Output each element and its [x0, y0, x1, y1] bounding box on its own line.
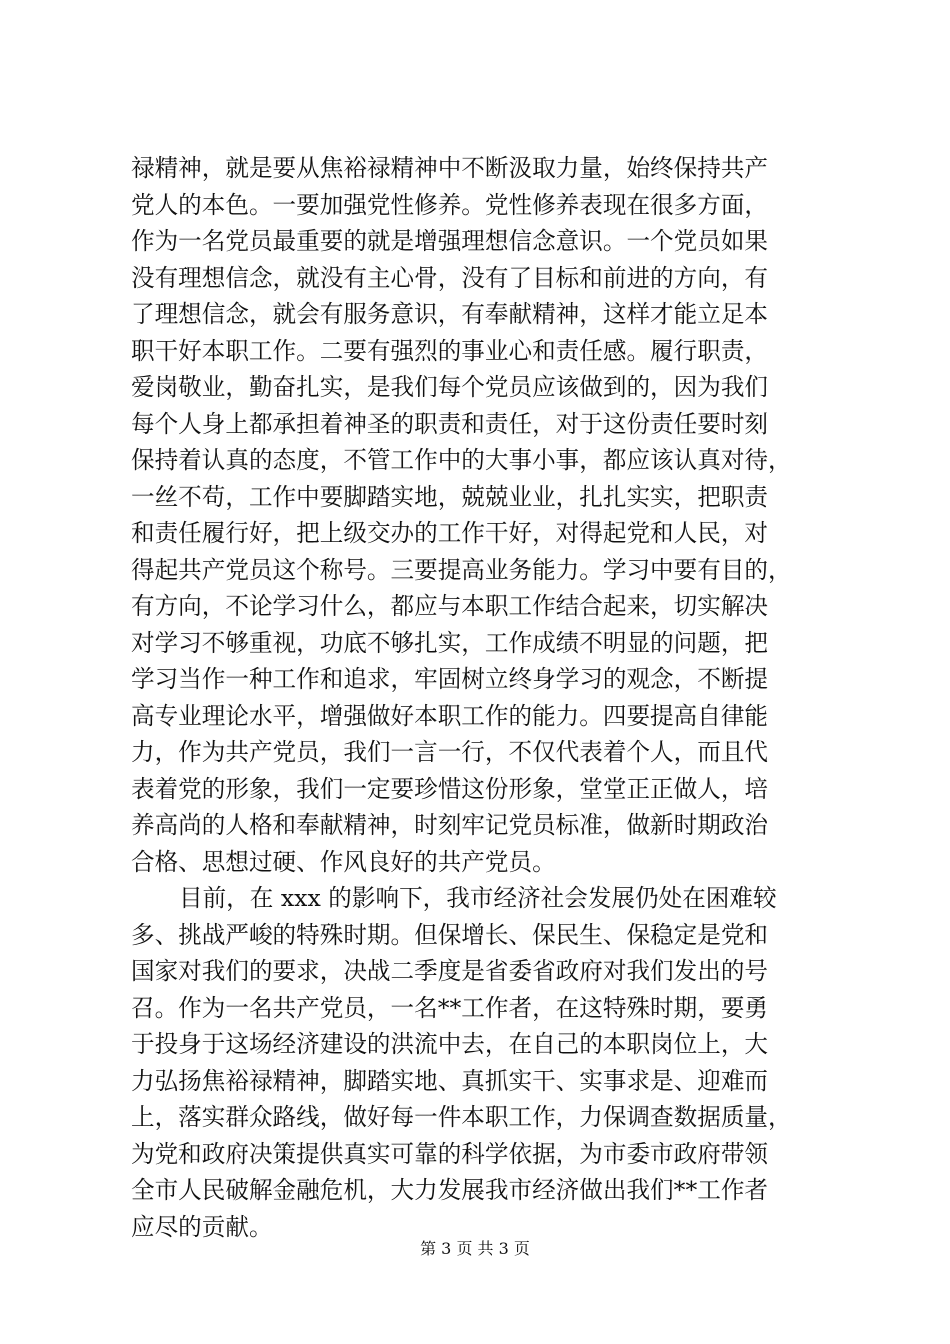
text-line: 党人的本色。一要加强党性修养。党性修养表现在很多方面， — [131, 190, 769, 219]
text-line: 作为一名党员最重要的就是增强理想信念意识。一个党员如果 — [131, 227, 769, 255]
text-line: 每个人身上都承担着神圣的职责和责任，对于这份责任要时刻 — [131, 409, 769, 438]
text-line: 合格、思想过硬、作风良好的共产党员。 — [131, 847, 556, 876]
text-line: 职干好本职工作。二要有强烈的事业心和责任感。履行职责， — [131, 336, 769, 365]
text-line: 保持着认真的态度，不管工作中的大事小事，都应该认真对待， — [131, 446, 792, 474]
text-line: 于投身于这场经济建设的洪流中去，在自己的本职岗位上，大 — [131, 1030, 769, 1058]
text-line: 没有理想信念，就没有主心骨，没有了目标和前进的方向，有 — [131, 263, 769, 292]
text-line: 力，作为共产党员，我们一言一行，不仅代表着个人，而且代 — [131, 738, 769, 766]
text-line: 应尽的贡献。 — [131, 1212, 273, 1241]
text-line: 力弘扬焦裕禄精神，脚踏实地、真抓实干、实事求是、迎难而 — [131, 1066, 769, 1095]
text-line: 多、挑战严峻的特殊时期。但保增长、保民生、保稳定是党和 — [131, 920, 769, 949]
text-line: 有方向，不论学习什么，都应与本职工作结合起来，切实解决 — [131, 592, 769, 620]
page-footer: 第 3 页 共 3 页 — [420, 1239, 530, 1258]
text-line: 高专业理论水平，增强做好本职工作的能力。四要提高自律能 — [131, 701, 769, 730]
document-body — [131, 150, 851, 1245]
text-line: 全市人民破解金融危机，大力发展我市经济做出我们**工作者 — [131, 1176, 769, 1204]
text-line: 国家对我们的要求，决战二季度是省委省政府对我们发出的号 — [131, 957, 769, 985]
text-line: 和责任履行好，把上级交办的工作干好，对得起党和人民，对 — [131, 519, 769, 547]
text-line: 一丝不苟，工作中要脚踏实地，兢兢业业，扎扎实实，把职责 — [131, 482, 769, 511]
text-line: 学习当作一种工作和追求，牢固树立终身学习的观念，不断提 — [131, 665, 769, 693]
text-line: 为党和政府决策提供真实可靠的科学依据，为市委市政府带领 — [131, 1139, 769, 1168]
text-line: 表着党的形象，我们一定要珍惜这份形象，堂堂正正做人，培 — [131, 774, 769, 803]
text-line: 召。作为一名共产党员，一名**工作者，在这特殊时期，要勇 — [131, 993, 769, 1022]
text-line: 禄精神，就是要从焦裕禄精神中不断汲取力量，始终保持共产 — [131, 154, 769, 182]
text-line: 养高尚的人格和奉献精神，时刻牢记党员标准，做新时期政治 — [131, 811, 769, 839]
text-line: 得起共产党员这个称号。三要提高业务能力。学习中要有目的， — [131, 555, 792, 584]
text-line: 爱岗敬业，勤奋扎实，是我们每个党员应该做到的，因为我们 — [131, 373, 769, 401]
text-line: 了理想信念，就会有服务意识，有奉献精神，这样才能立足本 — [131, 300, 769, 328]
paragraph-first-line: 目前，在 xxx 的影响下，我市经济社会发展仍处在困难较 — [179, 884, 777, 912]
text-line: 上，落实群众路线，做好每一件本职工作，力保调查数据质量， — [131, 1103, 792, 1131]
text-line: 对学习不够重视，功底不够扎实，工作成绩不明显的问题，把 — [131, 628, 769, 657]
